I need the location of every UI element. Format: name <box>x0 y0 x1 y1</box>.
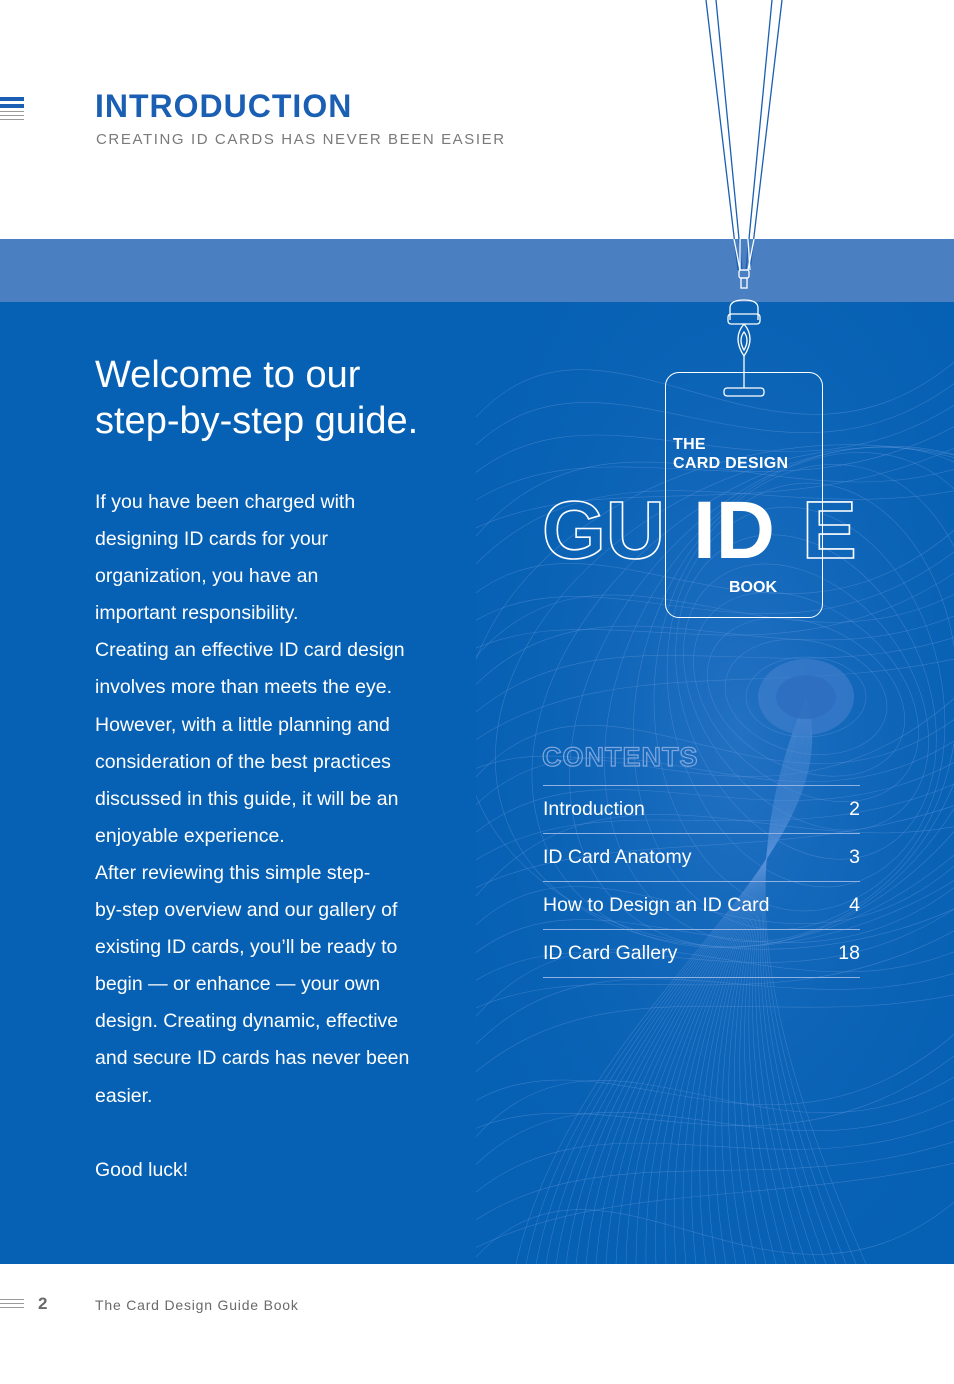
closing-text: Good luck! <box>95 1159 189 1181</box>
welcome-heading: Welcome to our step-by-step guide. <box>95 354 419 442</box>
footer-title: The Card Design Guide Book <box>95 1297 299 1313</box>
toc-item[interactable] <box>543 930 860 978</box>
toc-item-label: ID Card Anatomy <box>543 846 692 868</box>
intro-paragraph: If you have been charged with designing ID cards for your organization, you have an important responsibility. <box>95 491 356 625</box>
toc-item[interactable] <box>543 786 860 834</box>
card-title: THE CARD DESIGN <box>673 436 789 472</box>
table-of-contents <box>543 785 860 978</box>
svg-text:GU: GU <box>542 488 665 568</box>
intro-paragraph: Creating an effective ID card design involves more than meets the eye. However, with a little planning and consideration of the best practices discussed in this guide, it will be an enjoyable experience. <box>95 639 405 847</box>
toc-item-label: How to Design an ID Card <box>543 894 770 916</box>
toc-item[interactable] <box>543 834 860 882</box>
toc-item[interactable] <box>543 882 860 930</box>
guide-wordmark <box>540 488 870 568</box>
toc-item-page: 2 <box>849 798 860 820</box>
toc-item-page: 18 <box>838 942 860 964</box>
svg-text:ID: ID <box>693 488 775 568</box>
header-stripes <box>0 97 24 123</box>
toc-item-label: Introduction <box>543 798 645 820</box>
toc-item-page: 3 <box>849 846 860 868</box>
svg-text:E: E <box>802 488 857 568</box>
contents-heading: CONTENTS <box>542 742 699 772</box>
intro-text <box>95 484 455 1115</box>
toc-item-page: 4 <box>849 894 860 916</box>
page-subtitle: CREATING ID CARDS HAS NEVER BEEN EASIER <box>96 131 506 148</box>
intro-paragraph: After reviewing this simple step- by-step overview and our gallery of existing ID cards, you’ll be ready to begin — or enhance — your own design. Creating dynamic, effective and secure ID cards has never been easier. <box>95 861 410 1107</box>
toc-item-label: ID Card Gallery <box>543 942 678 964</box>
footer-stripes <box>0 1299 24 1311</box>
page-number: 2 <box>38 1294 48 1313</box>
page-title: INTRODUCTION <box>95 88 353 124</box>
card-subtitle: BOOK <box>729 579 777 596</box>
